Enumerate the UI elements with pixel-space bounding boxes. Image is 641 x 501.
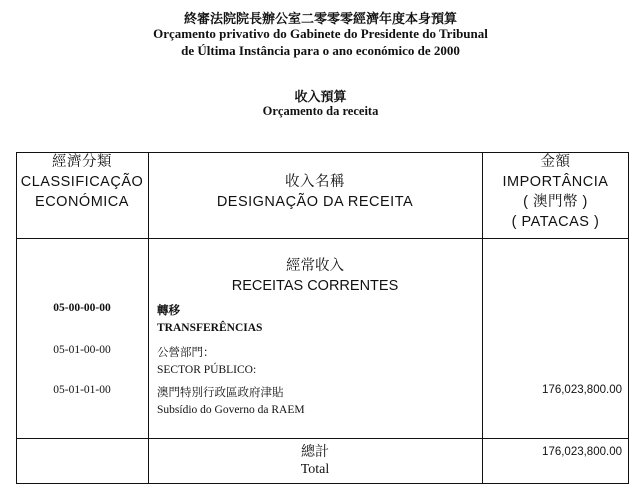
section-title-zh: 經常收入	[286, 258, 344, 274]
classification-header	[16, 152, 148, 212]
total-divider	[16, 438, 629, 439]
amount-header-currency-zh: ( 澳門幣 )	[523, 194, 588, 210]
document-title-pt-line1: Orçamento privativo do Gabinete do Presidente do Tribunal	[153, 26, 488, 41]
total-label-pt: Total	[300, 462, 330, 477]
designation-header-zh: 收入名稱	[285, 174, 345, 190]
row-desc-zh: 澳門特別行政區政府津貼	[157, 387, 284, 399]
row-desc-pt: Subsídio do Governo da RAEM	[157, 404, 305, 416]
header-divider	[16, 238, 629, 239]
amount-header-pt: IMPORTÂNCIA	[502, 174, 609, 190]
row-code: 05-01-01-00	[53, 384, 111, 396]
row-desc-zh: 公營部門：	[157, 347, 215, 359]
row-amount: 176,023,800.00	[542, 384, 622, 396]
row-desc-pt: SECTOR PÚBLICO:	[157, 364, 257, 376]
document-title-zh: 終審法院院長辦公室二零零零經濟年度本身預算	[183, 11, 457, 26]
total-amount: 176,023,800.00	[542, 446, 622, 458]
classification-header-pt1: CLASSIFICAÇÃO	[20, 174, 144, 190]
designation-header	[148, 172, 482, 212]
subtitle-zh: 收入預算	[294, 89, 347, 104]
amount-header	[482, 152, 629, 232]
row-code: 05-01-00-00	[53, 344, 111, 356]
total-label-zh: 總計	[301, 443, 329, 459]
row-desc-zh: 轉移	[157, 305, 180, 317]
document-title-pt-line2: de Última Instância para o ano económico de 2000	[181, 43, 460, 58]
amount-header-currency-pt: ( PATACAS )	[511, 214, 600, 230]
classification-header-zh: 經濟分類	[52, 154, 112, 170]
row-code: 05-00-00-00	[53, 302, 111, 314]
designation-header-pt: DESIGNAÇÃO DA RECEITA	[216, 194, 414, 210]
row-desc-pt: TRANSFERÊNCIAS	[157, 322, 263, 334]
subtitle-pt: Orçamento da receita	[262, 104, 379, 118]
classification-header-pt2: ECONÓMICA	[35, 194, 129, 210]
amount-header-zh: 金額	[540, 154, 571, 170]
section-title-pt: RECEITAS CORRENTES	[231, 278, 399, 294]
